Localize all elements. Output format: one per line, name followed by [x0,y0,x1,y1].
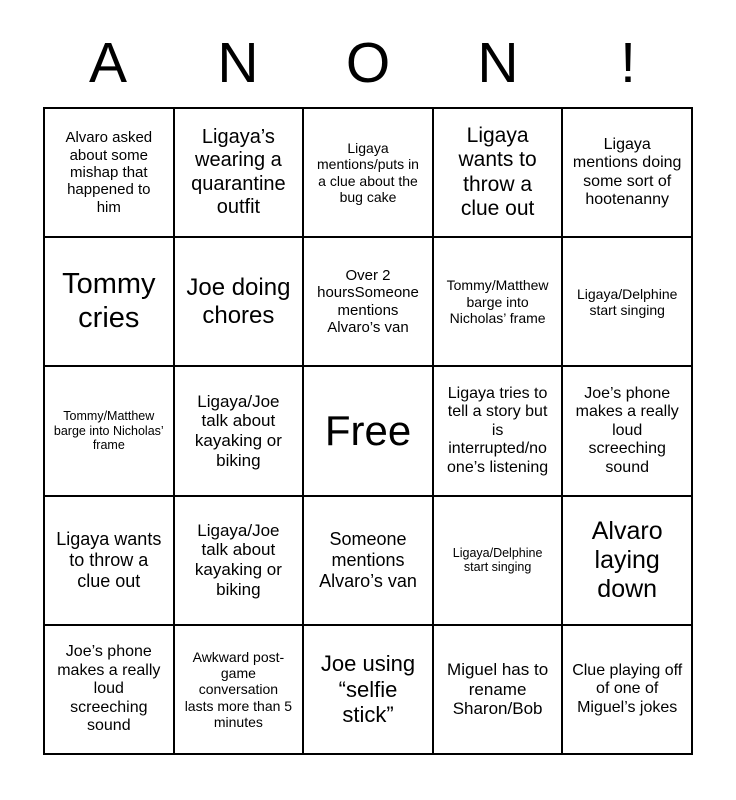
bingo-cell-r4c1[interactable]: Ligaya wants to throw a clue out [45,497,173,624]
card-title [43,28,693,98]
bingo-cell-r2c1[interactable]: Tommy cries [45,238,173,365]
title-letter-5: ! [620,30,636,95]
bingo-cell-r4c4[interactable]: Ligaya/Delphine start singing [434,497,562,624]
bingo-cell-r2c2[interactable]: Joe doing chores [175,238,303,365]
bingo-cell-r5c5[interactable]: Clue playing off of one of Miguel’s jokes [563,626,691,753]
bingo-cell-r3c2[interactable]: Ligaya/Joe talk about kayaking or biking [175,367,303,494]
title-letter-1: A [88,30,128,95]
bingo-cell-r5c1[interactable]: Joe’s phone makes a really loud screeching sound [45,626,173,753]
bingo-cell-r2c5[interactable]: Ligaya/Delphine start singing [563,238,691,365]
bingo-cell-r4c2[interactable]: Ligaya/Joe talk about kayaking or biking [175,497,303,624]
bingo-cell-r3c3-free[interactable]: Free [304,367,432,494]
bingo-cell-r3c1[interactable]: Tommy/Matthew barge into Nicholas’ frame [45,367,173,494]
bingo-grid [43,107,693,755]
title-letter-4: N [477,30,519,95]
bingo-cell-r1c2[interactable]: Ligaya’s wearing a quarantine outfit [175,109,303,236]
bingo-cell-r3c4[interactable]: Ligaya tries to tell a story but is interrupted/no one’s listening [434,367,562,494]
bingo-cell-r5c2[interactable]: Awkward post-game conversation lasts more than 5 minutes [175,626,303,753]
bingo-cell-r4c3[interactable]: Someone mentions Alvaro’s van [304,497,432,624]
bingo-cell-r5c3[interactable]: Joe using “selfie stick” [304,626,432,753]
title-letter-2: N [217,30,259,95]
bingo-cell-r1c3[interactable]: Ligaya mentions/puts in a clue about the bug cake [304,109,432,236]
bingo-cell-r1c4[interactable]: Ligaya wants to throw a clue out [434,109,562,236]
bingo-cell-r2c4[interactable]: Tommy/Matthew barge into Nicholas’ frame [434,238,562,365]
bingo-cell-r2c3[interactable]: Over 2 hoursSomeone mentions Alvaro’s van [304,238,432,365]
bingo-cell-r1c1[interactable]: Alvaro asked about some mishap that happened to him [45,109,173,236]
bingo-cell-r5c4[interactable]: Miguel has to rename Sharon/Bob [434,626,562,753]
bingo-cell-r1c5[interactable]: Ligaya mentions doing some sort of hootenanny [563,109,691,236]
title-letter-3: O [345,30,391,95]
bingo-cell-r4c5[interactable]: Alvaro laying down [563,497,691,624]
bingo-cell-r3c5[interactable]: Joe’s phone makes a really loud screeching sound [563,367,691,494]
